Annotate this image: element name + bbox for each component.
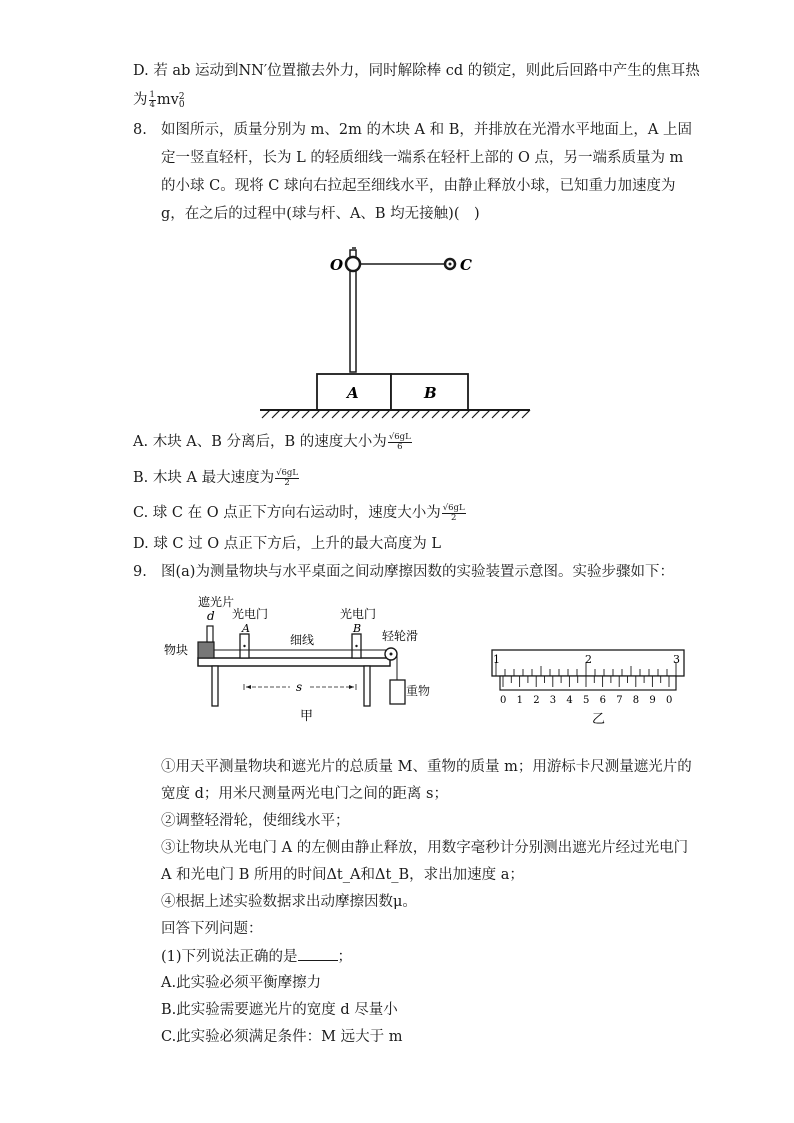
- label-shade: 遮光片: [198, 595, 235, 609]
- q9-stem-line1: 图(a)为测量物块与水平桌面之间动摩擦因数的实验装置示意图。实验步骤如下：: [161, 564, 674, 580]
- weight: [390, 680, 405, 704]
- q8-option-a: A. 木块 A、B 分离后，B 的速度大小为 $\frac{√6gL}{6}$: [133, 431, 411, 452]
- vernier-scale-label: 5: [583, 695, 590, 706]
- q8-stem-line4: g，在之后的过程中(球与杆、A、B 均无接触)( ): [161, 206, 480, 222]
- q9-choice-c: C.此实验必须满足条件：M 远大于 m: [161, 1029, 403, 1045]
- answer-blank[interactable]: [298, 946, 338, 961]
- vernier-scale-label: 6: [599, 695, 606, 706]
- vernier-scale-label: 3: [549, 695, 557, 706]
- main-label-3: 3: [673, 653, 680, 666]
- label-string: 细线: [290, 633, 315, 647]
- table-top: [198, 658, 390, 666]
- q8-option-b: B. 木块 A 最大速度为 $\frac{√6gL}{2}$: [133, 467, 298, 488]
- label-O: O: [330, 256, 344, 274]
- q9-step1-line2: 宽度 d；用米尺测量两光电门之间的距离 s；: [161, 786, 448, 802]
- label-pulley: 轻轮滑: [382, 629, 419, 643]
- vernier-scale-label: 4: [566, 695, 573, 706]
- label-weight-text: 重物: [406, 684, 431, 698]
- label-A: A: [242, 622, 250, 635]
- q9-step3-line1: ③让物块从光电门 A 的左侧由静止释放，用数字毫秒计分别测出遮光片经过光电门: [161, 840, 689, 856]
- q9-step1-line1: ①用天平测量物块和遮光片的总质量 M、重物的质量 m；用游标卡尺测量遮光片的: [161, 759, 692, 775]
- vernier-scale: [500, 676, 676, 690]
- label-A: A: [347, 384, 359, 402]
- label-C: C: [460, 256, 472, 274]
- table-leg-left: [212, 666, 218, 706]
- main-label-1: 1: [493, 653, 500, 666]
- q9-step3-line2: A 和光电门 B 所用的时间Δt_A和Δt_B，求出加速度 a；: [161, 867, 524, 883]
- label-gate1: 光电门: [232, 607, 269, 621]
- q9-choice-b: B.此实验需要遮光片的宽度 d 尽量小: [161, 1002, 398, 1018]
- q8-number: 8.: [133, 122, 147, 138]
- vernier-scale-label: 7: [616, 695, 623, 706]
- vernier-scale-label: 1: [516, 695, 523, 706]
- vernier-scale-label: 2: [533, 695, 540, 706]
- q8-option-d: D. 球 C 过 O 点正下方后，上升的最大高度为 L: [133, 536, 441, 552]
- q9-choice-a: A.此实验必须平衡摩擦力: [161, 975, 322, 991]
- label-d: d: [207, 609, 215, 623]
- q7-option-d-line1: D. 若 ab 运动到NN′位置撤去外力，同时解除棒 cd 的锁定，则此后回路中产生的焦耳热: [133, 63, 700, 79]
- q8-stem-line3: 的小球 C。现将 C 球向右拉起至细线水平，由静止释放小球，已知重力加速度为: [161, 178, 676, 194]
- caption-jia: 甲: [300, 709, 314, 724]
- ground-hatching: [262, 410, 530, 418]
- q9-step2: ②调整轻滑轮，使细线水平；: [161, 813, 350, 829]
- label-gate2: 光电门: [340, 607, 377, 621]
- caption-yi: 乙: [592, 712, 606, 725]
- pivot-O: [346, 257, 360, 271]
- main-label-2: 2: [585, 653, 592, 666]
- q9-answer-prompt: 回答下列问题：: [161, 921, 263, 937]
- q9-step4: ④根据上述实验数据求出动摩擦因数μ。: [161, 894, 417, 910]
- q8-option-c: C. 球 C 在 O 点正下方向右运动时，速度大小为 $\frac{√6gL}{2}$: [133, 502, 465, 523]
- q8-stem-line2: 定一竖直轻杆，长为 L 的轻质细线一端系在轻杆上部的 O 点，另一端系质量为 m: [161, 150, 684, 166]
- q8-figure: [252, 240, 542, 425]
- label-s: s: [296, 680, 303, 694]
- block: [198, 642, 214, 658]
- q9-number: 9.: [133, 564, 147, 580]
- label-block: 物块: [164, 643, 189, 657]
- q7-option-d-line2: 为 $\frac{1}{4}$ mv 2 0: [133, 89, 185, 110]
- q9-figure-jia: [160, 590, 420, 725]
- q7-fraction: $\frac{1}{4}$: [149, 89, 155, 110]
- q9-figure-yi: [488, 640, 688, 725]
- label-B: B: [424, 384, 437, 402]
- vernier-scale-label: 0: [666, 695, 673, 706]
- table-leg-right: [364, 666, 370, 706]
- vernier-scale-label: 0: [500, 695, 507, 706]
- q9-sub1: (1)下列说法正确的是 ；: [161, 946, 352, 967]
- vernier-scale-label: 8: [632, 695, 640, 706]
- vernier-scale-label: 9: [649, 695, 656, 706]
- shade-plate: [207, 626, 213, 642]
- label-B: B: [353, 622, 362, 635]
- q8-stem-line1: 如图所示，质量分别为 m、2m 的木块 A 和 B，并排放在光滑水平地面上，A 上固: [161, 122, 692, 138]
